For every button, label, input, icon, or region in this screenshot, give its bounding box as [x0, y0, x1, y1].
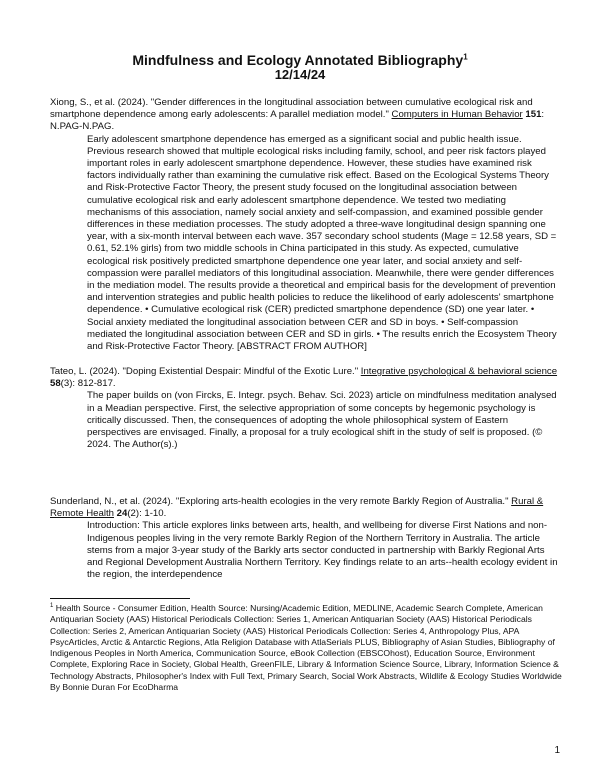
document-date: 12/14/24 [274, 67, 326, 82]
entry-citation [50, 496, 560, 520]
bibliography-entry [50, 366, 560, 451]
entry-citation [50, 366, 560, 390]
footnote-text: Health Source - Consumer Edition, Health Source: Nursing/Academic Edition, MEDLINE, Academic Search Complete, American Antiquarian Society (AAS) Historical Periodicals Collection: Series 1, American Antiquarian Society (AAS) Historical Periodicals Collection: Series 2, American Antiquarian Society (AAS) Historical Periodicals Collection: Series 4, Anthropology Plus, APA PsycArticles, Arctic & Antarctic Regions, Atla Religion Database with AtlaSerials PLUS, Bibliography of Asian Studies, Bibliography of Indigenous Peoples in North America, Communication Source, eBook Collection (EBSCOhost), Education Source, Environment Complete, Exploring Race in Society, Global Health, GreenFILE, Library & Information Science Source, Library, Information Science & Technology Abstracts, Philosopher's Index with Full Text, Primary Search, Social Work Abstracts, Wildlife & Ecology Studies Worldwide By Bonnie Duran For EcoDharma [50, 603, 562, 693]
journal-volume: 151 [525, 109, 542, 121]
bibliography-entry [50, 97, 560, 353]
footnote-divider [50, 598, 190, 599]
title-footnote-marker[interactable]: 1 [463, 52, 468, 62]
entry-abstract: Early adolescent smartphone dependence has emerged as a significant social and public health issue. Previous research showed that multiple ecological risks including family, school, and peer risk factors played important roles in early adolescent smartphone dependence. However, these studies have examined risk factors individually rather than examining the cumulative risk effect. Based on the Ecological Systems Theory and Risk-Protective Factor Theory, the present study focused on the longitudinal association between cumulative ecological risk and early adolescent smartphone dependence. We tested two mediating mechanisms of this association, namely social anxiety and self-compassion, and examined possible gender differences in these mediation processes. The study adopted a three-wave longitudinal design spanning one year, with a six-month interval between each wave. 357 secondary school students (Mage = 12.58 years, SD = 0.61, 52.1% girls) from two middle schools in China participated in this study. As expected, cumulative ecological risk positively predicted smartphone dependence one year later, and social anxiety and self-compassion were parallel mediators of this longitudinal association. Meanwhile, there were gender differences in the mediation model. The results provide a theoretical and empirical basis for the development of prevention and intervention strategies and public health policies to reduce the likelihood of early adolescents' smartphone dependence. • Cumulative ecological risk (CER) predicted smartphone dependence (SD) one year later. • Social anxiety mediated the longitudinal association between CER and SD in boys. • Self-compassion mediated the longitudinal association between CER and SD in girls. • The results enrich the Ecosystem Theory and Risk-Protective Factor Theory. [ABSTRACT FROM AUTHOR] [87, 133, 557, 353]
journal-link[interactable]: Computers in Human Behavior [391, 109, 523, 121]
entry-citation [50, 97, 560, 134]
citation-text: Tateo, L. (2024). "Doping Existential Despair: Mindful of the Exotic Lure." [50, 366, 361, 377]
entry-abstract: The paper builds on (von Fircks, E. Integr. psych. Behav. Sci. 2023) article on mindfulness meditation analysed in a Meadian perspective. First, the selective appropriation of some concepts by hegemonic psychology is critically discussed. Then, the consequences of adopting the whole philosophical system of Eastern perspectives are envisaged. Finally, a proposal for a truly ecological shift in the study of self is proposed. (© 2024. The Author(s).) [87, 390, 557, 451]
journal-volume: 58 [50, 378, 61, 390]
footnote [50, 603, 562, 693]
citation-text: Sunderland, N., et al. (2024). "Exploring arts-health ecologies in the very remote Barkly Region of Australia." [50, 496, 512, 507]
journal-pages: (3): 812-817. [60, 378, 116, 390]
entry-abstract: Introduction: This article explores links between arts, health, and wellbeing for diverse First Nations and non-Indigenous peoples living in the very remote Barkly Region of the Northern Territory in Australia. The article stems from a major 3-year study of the Barkly arts sector conducted in partnership with Barkly Regional Arts and Regional Development Australia Northern Territory. Key findings relate to an arts--health ecology evident in the region, the interdependence [87, 520, 558, 581]
journal-volume: 24 [116, 508, 128, 520]
bibliography-entry [50, 496, 560, 581]
document-title-text: Mindfulness and Ecology Annotated Bibliography [132, 52, 464, 68]
journal-link[interactable]: Rural & Remote Health [50, 496, 544, 520]
page-number: 1 [554, 745, 560, 756]
journal-pages: (2): 1-10. [127, 508, 167, 520]
document-title [0, 52, 600, 68]
journal-pages: : N.PAG-N.PAG. [50, 109, 545, 133]
journal-link[interactable]: Integrative psychological & behavioral science [360, 366, 558, 377]
citation-text: Xiong, S., et al. (2024). "Gender differences in the longitudinal association between cumulative ecological risk and smartphone dependence among early adolescents: A parallel mediation model." [50, 97, 533, 121]
footnote-marker: 1 [50, 603, 54, 610]
